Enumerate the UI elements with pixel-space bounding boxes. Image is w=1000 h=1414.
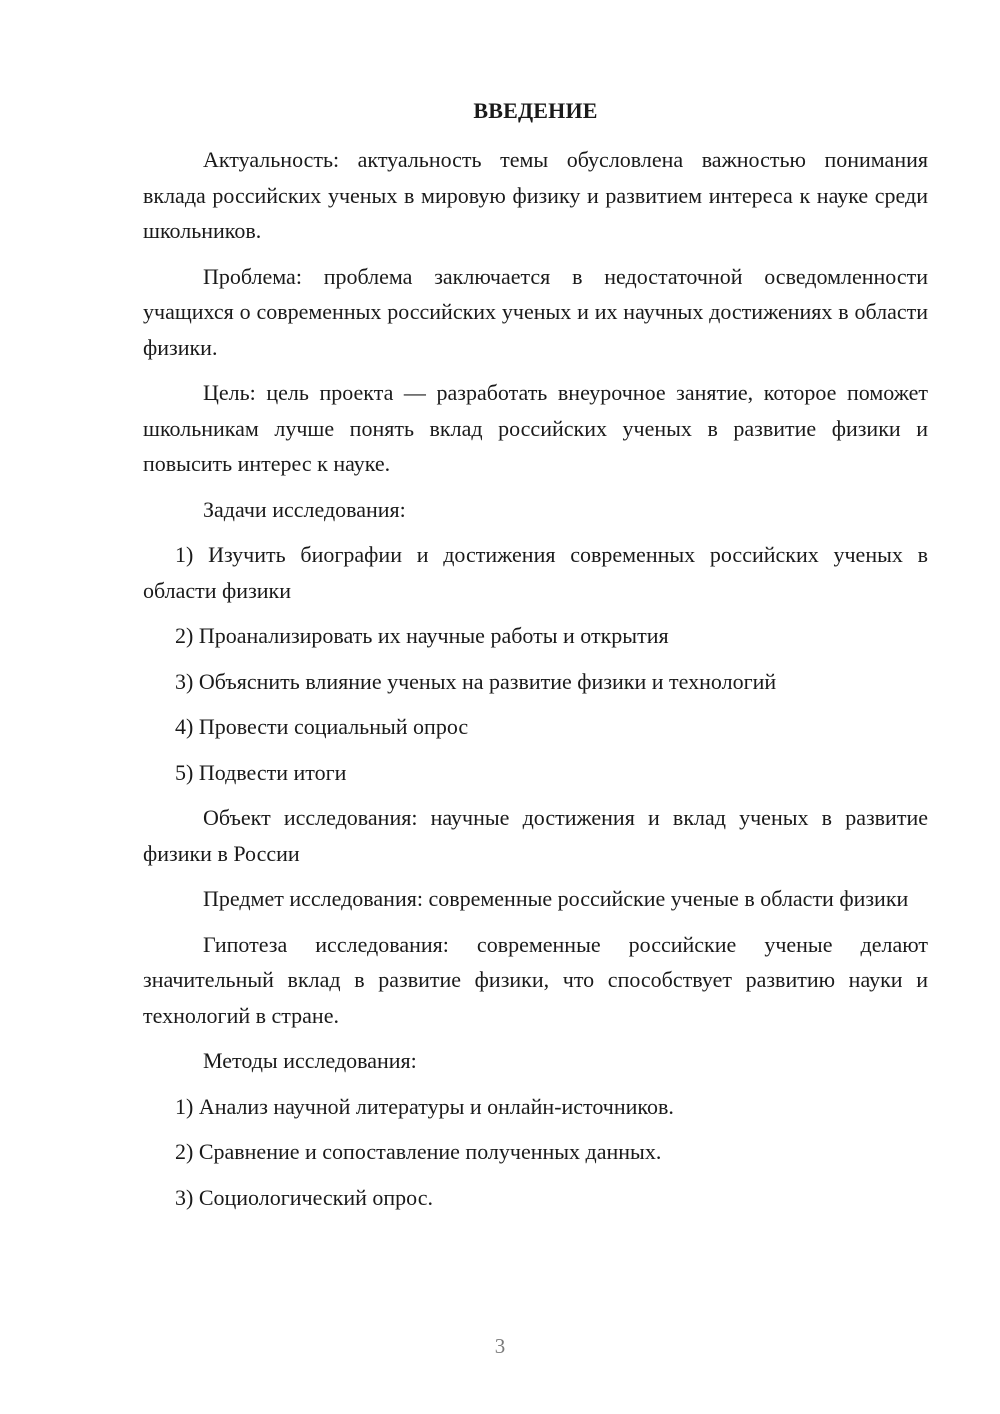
problem-paragraph: Проблема: проблема заключается в недостаточной осведомленности учащихся о современных российских ученых и их научных достижениях в области физики. — [143, 263, 928, 360]
relevance-paragraph: Актуальность: актуальность темы обусловлена важностью понимания вклада российских ученых в мировую физику и развитием интереса к науке среди школьников. — [143, 147, 928, 243]
page-title: ВВЕДЕНИЕ — [473, 98, 598, 123]
list-item: 5) Подвести итоги — [175, 759, 347, 785]
page-content — [143, 97, 928, 1225]
list-item: 1) Изучить биографии и достижения современных российских ученых в области физики — [143, 542, 928, 603]
subject-paragraph: Предмет исследования: современные российские ученые в области физики — [203, 886, 909, 911]
methods-heading: Методы исследования: — [203, 1048, 417, 1073]
list-item: 2) Сравнение и сопоставление полученных данных. — [175, 1139, 662, 1164]
list-item: 3) Социологический опрос. — [175, 1184, 433, 1210]
hypothesis-paragraph: Гипотеза исследования: современные российские ученые делают значительный вклад в развитие физики, что способствует развитию науки и технологий в стране. — [143, 931, 928, 1028]
tasks-list — [143, 537, 928, 790]
object-paragraph: Объект исследования: научные достижения и вклад ученых в развитие физики в России — [143, 805, 928, 866]
list-item: 4) Провести социальный опрос — [175, 714, 469, 739]
list-item: 1) Анализ научной литературы и онлайн-источников. — [175, 1093, 674, 1119]
goal-paragraph: Цель: цель проекта — разработать внеурочное занятие, которое поможет школьникам лучше понять вклад российских ученых в развитие физики и повысить интерес к науке. — [143, 380, 928, 476]
tasks-heading: Задачи исследования: — [203, 496, 406, 522]
list-item: 2) Проанализировать их научные работы и открытия — [175, 623, 669, 648]
page-number: 3 — [494, 1334, 506, 1358]
list-item: 3) Объяснить влияние ученых на развитие физики и технологий — [175, 668, 777, 694]
methods-list — [143, 1089, 928, 1216]
